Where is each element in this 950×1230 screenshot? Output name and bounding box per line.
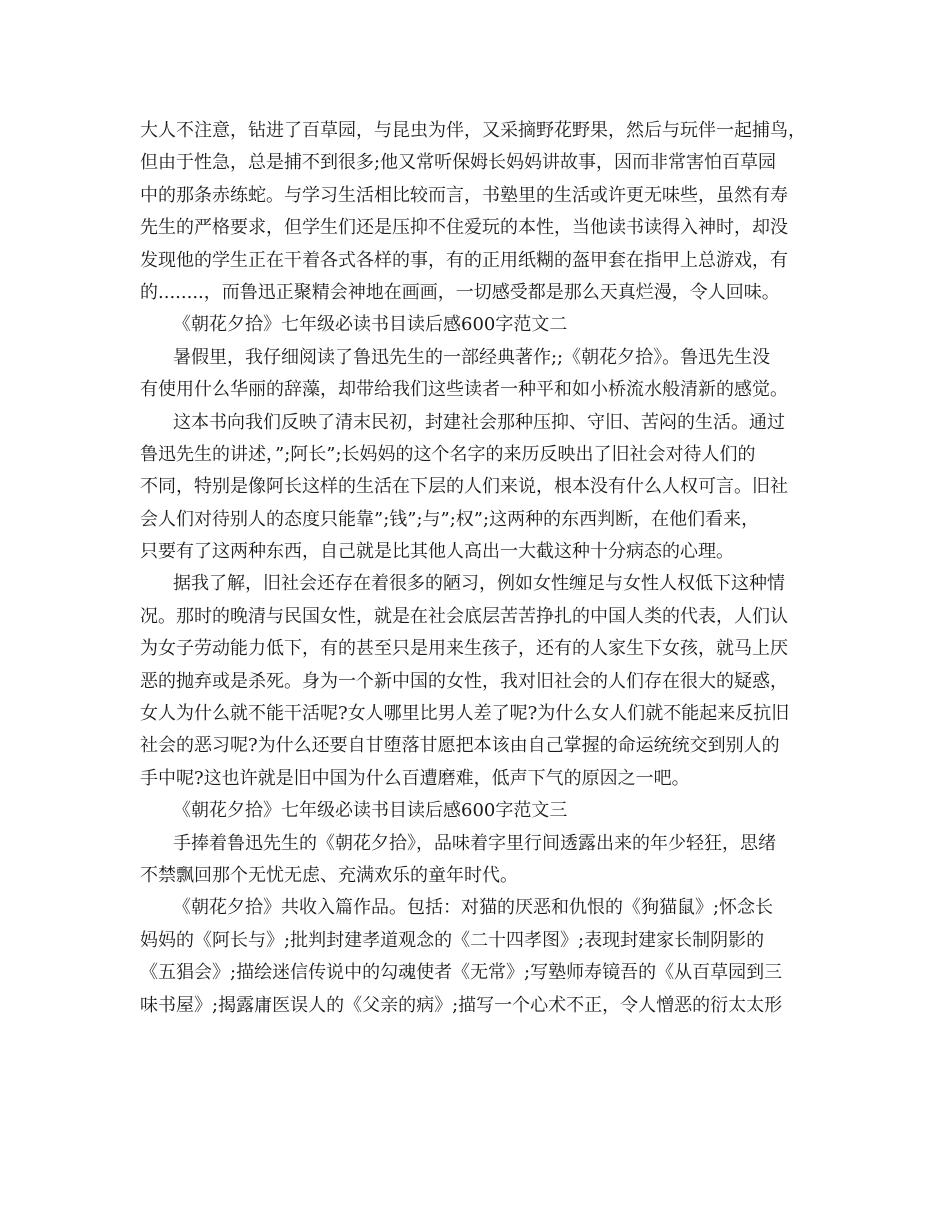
text-line: 发现他的学生正在干着各式各样的事，有的正用纸糊的盔甲套在指甲上总游戏，有 (140, 249, 788, 271)
text-line: 社会的恶习呢?为什么还要自甘堕落甘愿把本该由自己掌握的命运统统交到别人的 (140, 735, 780, 757)
text-line: 的........，而鲁迅正聚精会神地在画画，一切感受都是那么天真烂漫，令人回味。 (140, 281, 780, 303)
text-line: 据我了解，旧社会还存在着很多的陋习，例如女性缠足与女性人权低下这种情 (173, 573, 785, 595)
text-line: 恶的抛弃或是杀死。身为一个新中国的女性，我对旧社会的人们存在很大的疑惑， (140, 670, 788, 692)
text-line: 况。那时的晚清与民国女性，就是在社会底层苦苦挣扎的中国人类的代表，人们认 (140, 605, 788, 627)
text-line: 味书屋》;揭露庸医误人的《父亲的病》;描写一个心术不正，令人憎恶的衍太太形 (140, 994, 783, 1016)
text-line: 鲁迅先生的讲述，”;阿长”;长妈妈的这个名字的来历反映出了旧社会对待人们的 (140, 443, 756, 465)
text-line: 只要有了这两种东西，自己就是比其他人高出一大截这种十分病态的心理。 (140, 541, 734, 563)
text-line: 手中呢?这也许就是旧中国为什么百遭磨难，低声下气的原因之一吧。 (140, 767, 690, 789)
text-line: 不同，特别是像阿长这样的生活在下层的人们来说，根本没有什么人权可言。旧社 (140, 476, 788, 498)
text-line: 这本书向我们反映了清末民初，封建社会那种压抑、守旧、苦闷的生活。通过 (173, 411, 785, 433)
text-line: 会人们对待别人的态度只能靠”;钱”;与”;权”;这两种的东西判断，在他们看来， (140, 508, 760, 530)
text-line: 不禁飘回那个无忧无虑、充满欢乐的童年时代。 (140, 864, 518, 886)
text-line: 先生的严格要求，但学生们还是压抑不住爱玩的本性，当他读书读得入神时，却没 (140, 217, 788, 239)
text-line: 《五猖会》;描绘迷信传说中的勾魂使者《无常》;写塾师寿镜吾的《从百草园到三 (140, 962, 783, 984)
text-line: 女人为什么就不能干活呢?女人哪里比男人差了呢?为什么女人们就不能起来反抗旧 (140, 703, 790, 725)
document-body (140, 115, 820, 1022)
text-line: 《朝花夕拾》共收入篇作品。包括：对猫的厌恶和仇恨的《狗猫鼠》;怀念长 (173, 897, 774, 919)
text-line: 但由于性急，总是捕不到很多;他又常听保姆长妈妈讲故事，因而非常害怕百草园 (140, 152, 777, 174)
text-line: 有使用什么华丽的辞藻，却带给我们这些读者一种平和如小桥流水般清新的感觉。 (140, 379, 788, 401)
text-line: 暑假里，我仔细阅读了鲁迅先生的一部经典著作;;《朝花夕拾》。鲁迅先生没 (173, 346, 771, 368)
text-line: 中的那条赤练蛇。与学习生活相比较而言，书塾里的生活或许更无味些，虽然有寿 (140, 184, 788, 206)
section-heading: 《朝花夕拾》七年级必读书目读后感600字范文三 (173, 800, 568, 822)
text-line: 为女子劳动能力低下，有的甚至只是用来生孩子，还有的人家生下女孩，就马上厌 (140, 638, 788, 660)
section-heading: 《朝花夕拾》七年级必读书目读后感600字范文二 (173, 314, 568, 336)
text-line: 妈妈的《阿长与》;批判封建孝道观念的《二十四孝图》;表现封建家长制阴影的 (140, 929, 765, 951)
text-line: 大人不注意，钻进了百草园，与昆虫为伴，又采摘野花野果，然后与玩伴一起捕鸟， (140, 120, 806, 141)
text-line: 手捧着鲁迅先生的《朝花夕拾》，品味着字里行间透露出来的年少轻狂，思绪 (173, 832, 776, 854)
